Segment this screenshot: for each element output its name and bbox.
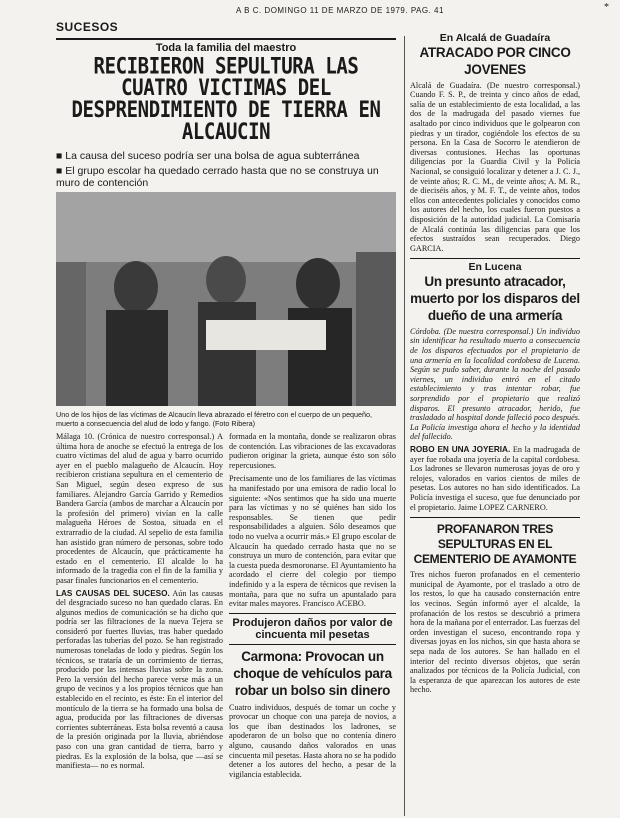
divider (229, 644, 396, 645)
lucena-headline: Un presunto atracador, muerto por los disparos del dueño de una armería (410, 273, 580, 323)
sub-kicker: Produjeron daños por valor de cincuenta mil pesetas (232, 616, 393, 641)
joyeria-body: En la madrugada de ayer fue robada una joyería de la capital cordobesa. Los ladrones se llevaron numerosas joyas de oro y relojes, valorados en varios cientos de miles de pesetas. Los autores no han sido identificados. La Policía investiga el suceso, que fue denunciado por el propietario. Jaime LOPEZ CARNERO. (410, 445, 581, 512)
article-paragraph (56, 589, 223, 771)
alcala-headline: ATRACADO POR CINCO JOVENES (419, 44, 571, 77)
lucena-body: Córdoba. (De nuestra corresponsal.) Un individuo sin identificar ha resultado muerto a consecuencia de los disparos efectuados por el propietario de una armería en la localidad cordobesa de Lucena. Según se pudo saber, durante la noche del pasado viernes, un individuo entró en el citado establecimiento y tras intentar robar, fue sorprendido por el propietario que realizó disparos. El presunto atracador, herido, fue trasladado al hospital donde falleció poco después. La Policía investiga ahora el hecho y la identidad del fallecido. (410, 326, 580, 442)
article-column-2 (229, 432, 396, 779)
page-header: A B C. DOMINGO 11 DE MARZO DE 1979. PAG. 41 (236, 6, 444, 15)
photo-caption: Uno de los hijos de las víctimas de Alcaucín lleva abrazado el féretro con el cuerpo de un pequeño, muerto a consecuencia del alud de lodo y fango. (Foto Ribera) (56, 410, 373, 428)
alcala-body: Alcalá de Guadaíra. (De nuestro corresponsal.) Cuando F. S. P., de treinta y cinco años de edad, salía de un establecimiento de esta localidad, a las dos de la madrugada del pasado viernes fue asaltado por cinco individuos que le golpearon con piedras y un tirador, cogiéndole los efectos de su persona. En la Casa de Socorro le atendieron de diversas contusiones. Hechas las oportunas diligencias por la Guardia Civil y la Policía Nacional, se consiguió localizar y detener a J. C. J., de veinte años; R. C. M., de veinte años; A. M. R., de dieciséis años, y M. F. T., de veinte años, todos ellos con antecedentes policiales y conocidos como los autores del hecho, los cuales fueron puestos a disposición de la autoridad judicial. La Comisaría de Alcalá continúa las diligencias para que los efectos sustraídos sean recuperados. Diego GARCIA. (410, 80, 580, 253)
bullet-list (56, 150, 396, 192)
joyeria-paragraph (410, 445, 580, 512)
margin-mark: * (604, 2, 609, 13)
divider (410, 258, 580, 259)
main-kicker: Toda la familia del maestro (155, 42, 297, 54)
section-label: SUCESOS (56, 20, 119, 34)
article-subhead: LAS CAUSAS DEL SUCESO. (56, 588, 170, 598)
divider (410, 517, 580, 518)
right-column (410, 34, 580, 695)
alcala-kicker: En Alcalá de Guadaíra (439, 32, 551, 44)
photo-illustration (56, 192, 396, 406)
lucena-kicker: En Lucena (468, 261, 522, 274)
article-paragraph: Cuatro individuos, después de tomar un coche y provocar un choque con una pareja de novios, a los que iban destinados los ladrones, se apoderaron de un bolso que no contenía dinero alguno, causando daños valorados en unas cincuenta mil pesetas. Hasta ahora no se ha podido detener a los autores del hecho, a pesar de la vigilancia establecida. (229, 702, 396, 779)
sub-headline: Carmona: Provocan un choque de vehículos para robar un bolso sin dinero (233, 648, 392, 698)
joyeria-lead: ROBO EN UNA JOYERIA. (410, 445, 511, 454)
column-divider (404, 36, 405, 816)
ayamonte-body: Tres nichos fueron profanados en el cementerio municipal de Ayamonte, por el traslado a otro de los restos, lo que ha causado consternación entre los vecinos. Según informó ayer el alcalde, la profanación de los restos se descubrió a primera hora de la mañana por el enterrador. Las fuerzas del orden investigan el suceso, encontrando ropa y diversas joyas en los nichos, sin que hasta ahora se sepa nada de los autores. Se han hallado en el interior del recinto diversos objetos, que serán analizados por técnicos de la Policía Judicial, con la esperanza de que aparezcan los autores de este hecho. (410, 570, 580, 695)
section-divider (56, 38, 396, 40)
main-headline: RECIBIERON SEPULTURA LAS CUATRO VICTIMAS DEL DESPRENDIMIENTO DE TIERRA EN ALCAUCIN (71, 53, 381, 145)
ayamonte-headline: PROFANARON TRES SEPULTURAS EN EL CEMENTERIO DE AYAMONTE (413, 522, 577, 567)
bullet-item: ■ El grupo escolar ha quedado cerrado hasta que no se construya un muro de contención (56, 165, 379, 189)
bullet-text-2: El grupo escolar ha quedado cerrado hasta que no se construya un muro de contención (56, 165, 379, 189)
news-photo (56, 192, 396, 406)
article-paragraph: Precisamente uno de los familiares de las víctimas ha manifestado por una emisora de radio local lo siguiente: «Nos sentimos que ha sido una muerte para las víctimas y no sé quiénes han sido los responsables. Se tienen que pedir responsabilidades a alguien. Sólo deseamos que todo no vuelva a ocurrir más.» El grupo escolar de Alcaucín ha quedado cerrado hasta que no se construya un muro de contención, para evitar que la cuesta pueda desmoronarse. El Ayuntamiento ha acordado el cierre del colegio por tiempo indefinido y a la espera de técnicos que revisen la montaña, para que no sufra un apuntalado para evitar males mayores. Francisco ACEBO. (229, 474, 396, 609)
article-paragraph: formada en la montaña, donde se realizaron obras de contención. Las vibraciones de las excavadoras pudieron originar la grieta, aunque ésto son sólo repercusiones. (229, 432, 396, 470)
divider (229, 613, 396, 614)
bullet-text-1: La causa del suceso podría ser una bolsa de agua subterránea (65, 150, 360, 162)
article-column-1 (56, 432, 223, 771)
article-paragraph: Málaga 10. (Crónica de nuestro corresponsal.) A última hora de anoche se efectuó la entrega de los cuatro víctimas del alud de agua y barro ocurrido ayer en el pueblo malagueño de Alcaucín. Hoy recibieron cristiana sepultura en el cementerio de San Miguel, según deseo expreso de sus familiares. Alejandro García Garrido y Remedios Bandera García (ambos de marchar a Alcaucín por la profesión del primero) vivían en la calle malagueña Héroes de Sostoa, situada en el extrarradio de la ciudad. Al sepelio de esta familia han asistido gran número de personas, sobre todo procedentes de Alcaucín, que prácticamente ha estado en el cementerio. El alcalde lo ha informado de la tragedia con el fin de la familia y pasar finales funcionarios en el cementerio. (56, 432, 223, 585)
article-paragraph-text: Aún las causas del desgraciado suceso no han quedado claras. En algunos medios de comunicación se ha dicho que podría ser las filtraciones de la nueva Tejera se consideró por fuertes lluvias, tras haber quedado perforadas las tuberías del pozo. Se han registrado numerosas toneladas de lodo y piedras. Según los técnicos, se trataría de un corrimiento de tierras, producido por las intensas lluvias sobre la zona. Pero la versión del hecho parece verse más a un grupo de vecinos y a los propios técnicos que han establecido en el recinto, es éste: En el interior del montículo de la tierra se ha formado una bolsa de agua, producida por las filtraciones de diversas corrientes subterráneas. Esta bolsa reventó a causa de la presión originada por la lluvia, abriéndose paso con una gran cantidad de tierra, barro y piedras. Es la explosión de la bolsa, que —así se manifiesta— no es normal. (56, 588, 223, 771)
bullet-item: ■ La causa del suceso podría ser una bolsa de agua subterránea (56, 150, 360, 162)
